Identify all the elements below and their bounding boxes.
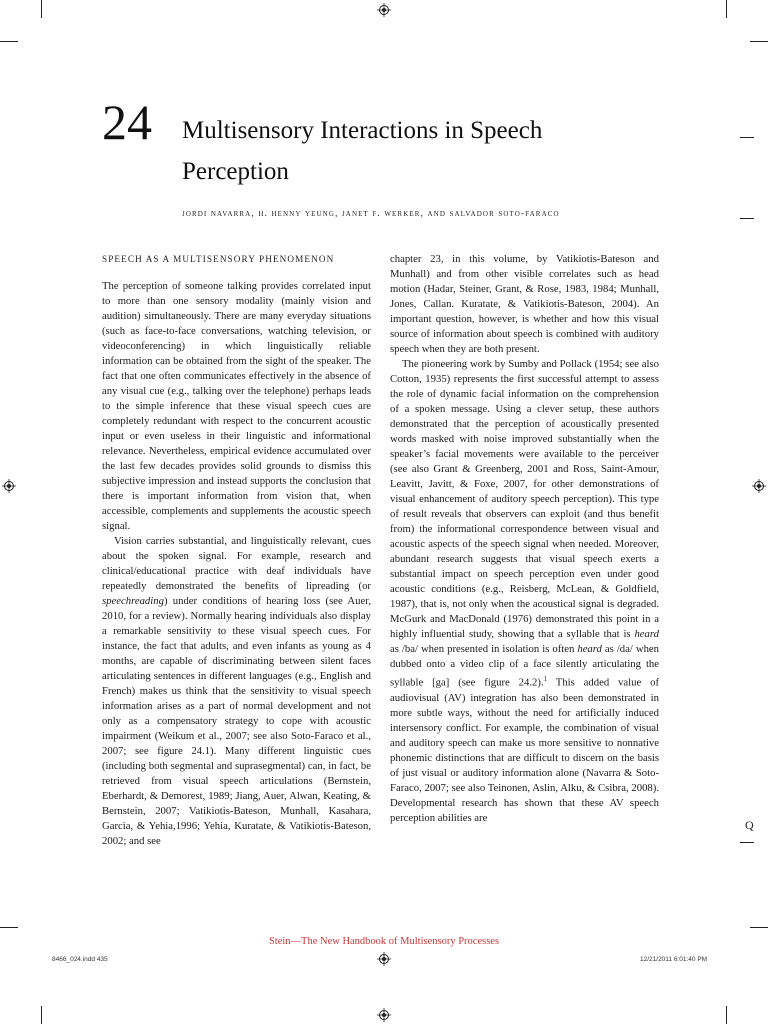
paragraph-text: The pioneering work by Sumby and Pollack (1954; see also Cotton, 1935) represents the first successful attempt to assess the role of dynamic facial information on the comprehension of a spoken message. Using a clever setup, these authors demonstrated that the perception of acoustically presented words masked with noise improved substantially when the speaker’s facial movements were available to the perceiver (see also Grant & Greenberg, 2001 and Ross, Saint-Amour, Leavitt, Javitt, & Foxe, 2007, for other demonstrations of visual enhancement of auditory speech perception). This type of result reveals that observers can exploit (and thus benefit from) the informational correspondence between visual and acoustic aspects of the speech signal when needed. Moreover, abundant research suggests that visual speech exerts a substantial impact on speech perception even under good acoustic conditions (e.g., Reisberg, McLean, & Goldfield, 1987), that is, not only when the acoustical signal is degraded. McGurk and MacDonald (1976) demonstrated this point in a highly influential study, showing that a syllable that is [390, 358, 659, 640]
chapter-number: 24 [102, 94, 152, 150]
footer-book-title: Stein—The New Handbook of Multisensory Processes [268, 936, 500, 947]
crop-mark-icon [41, 0, 42, 18]
emphasis-text: heard [577, 643, 602, 655]
registration-mark-icon [2, 479, 16, 493]
paragraph-text: as /ba/ when presented in isolation is often [390, 643, 578, 655]
emphasis-text: speechreading [102, 595, 164, 607]
crop-mark-icon [740, 137, 754, 138]
right-column [390, 252, 659, 826]
chapter-authors: jordi navarra, h. henny yeung, janet f. werker, and salvador soto-faraco [182, 208, 560, 219]
paragraph-text: Vision carries substantial, and linguistically relevant, cues about the spoken signal. For example, research and clinical/educational practice with deaf individuals have repeatedly demonstrated the benefits of lipreading (or [102, 535, 371, 592]
crop-mark-icon [41, 1006, 42, 1024]
paragraph [390, 252, 659, 357]
registration-mark-icon [377, 3, 391, 17]
registration-mark-icon [377, 1008, 391, 1022]
file-slug: 8466_024.indd 435 [52, 956, 108, 963]
paragraph-text: as /da/ when dubbed onto a video clip of a face silently articulating the syllable [ga] (see figure 24.2). [390, 643, 660, 689]
crop-mark-icon [726, 1006, 727, 1024]
crop-mark-icon [726, 0, 727, 18]
chapter-title: Multisensory Interactions in Speech Perception [182, 117, 543, 185]
paragraph-text: ) under conditions of hearing loss (see Auer, 2010, for a review). Normally hearing individuals also display a remarkable sensitivity to these visual speech cues. For instance, the fact that adults, and even infants as young as 4 months, are capable of discriminating between silent faces articulating sentences in different languages (e.g., English and French) makes us think that the sensitivity to visual speech information arises as a part of normal development and not only as a compensatory strategy to cope with acoustic impairment (Weikum et al., 2007; see also Soto-Faraco et al., 2007; see figure 24.1). Many different linguistic cues (including both segmental and suprasegmental) can, in fact, be retrieved from visual speech articulations (Bernstein, Eberhardt, & Demorest, 1989; Jiang, Auer, Alwan, Keating, & Bernstein, 2007; Vatikiotis-Bateson, Munhall, Kasahara, Garcia, & Yehia,1996; Yehia, Kuratate, & Vatikiotis-Bateson, 2002; and see [102, 595, 371, 847]
crop-mark-icon [0, 927, 18, 928]
paragraph [102, 534, 371, 849]
registration-mark-icon [377, 952, 391, 966]
crop-mark-icon [740, 842, 754, 843]
paragraph [102, 279, 371, 534]
section-heading: SPEECH AS A MULTISENSORY PHENOMENON [102, 254, 335, 264]
crop-mark-icon [750, 41, 768, 42]
footnote-marker[interactable]: 1 [543, 675, 548, 683]
paragraph-text: The perception of someone talking provides correlated input to more than one sensory modality (mainly vision and audition) simultaneously. There are many everyday situations (such as face-to-face conversations, watching television, or videoconferencing) in which linguistically reliable information can be obtained from the sight of the speaker. The fact that one often communicates effectively in the absence of any visual cue (e.g., talking over the telephone) perhaps leads to the simple inference that these visual speech cues are completely redundant with respect to the concurrent acoustic input or even useless in their linguistic and informational relevance. Nevertheless, empirical evidence accumulated over the last few decades provides solid grounds to dismiss this subjective impression and instead supports the conclusion that there is important information from vision that, when accessible, complements and supplements the acoustic speech signal. [102, 280, 371, 532]
paragraph-text: chapter 23, in this volume, by Vatikiotis-Bateson and Munhall) and from other visible correlates such as head motion (Hadar, Steiner, Grant, & Rose, 1983, 1984; Munhall, Jones, Callan. Kuratate, & Vatikiotis-Bateson, 2004). An important question, however, is whether and how this visual source of information about speech is combined with auditory speech when they are both present. [390, 253, 659, 355]
query-marker: Q [745, 818, 754, 832]
left-column [102, 252, 371, 849]
crop-mark-icon [750, 927, 768, 928]
crop-mark-icon [740, 218, 754, 219]
date-slug: 12/21/2011 6:01:40 PM [640, 956, 708, 963]
paragraph [390, 357, 659, 826]
crop-mark-icon [0, 41, 18, 42]
emphasis-text: heard [634, 628, 659, 640]
registration-mark-icon [752, 479, 766, 493]
paragraph-text: This added value of audiovisual (AV) integration has also been demonstrated in more subtle ways, without the need for artificially induced intersensory conflict. For example, the combination of visual and auditory speech can make us more sensitive to nonnative phonemic distinctions that are difficult to discern on the basis of just visual or auditory information alone (Navarra & Soto-Faraco, 2007; see also Teinonen, Aslin, Alku, & Csibra, 2008). Developmental research has shown that these AV speech perception abilities are [390, 676, 660, 824]
